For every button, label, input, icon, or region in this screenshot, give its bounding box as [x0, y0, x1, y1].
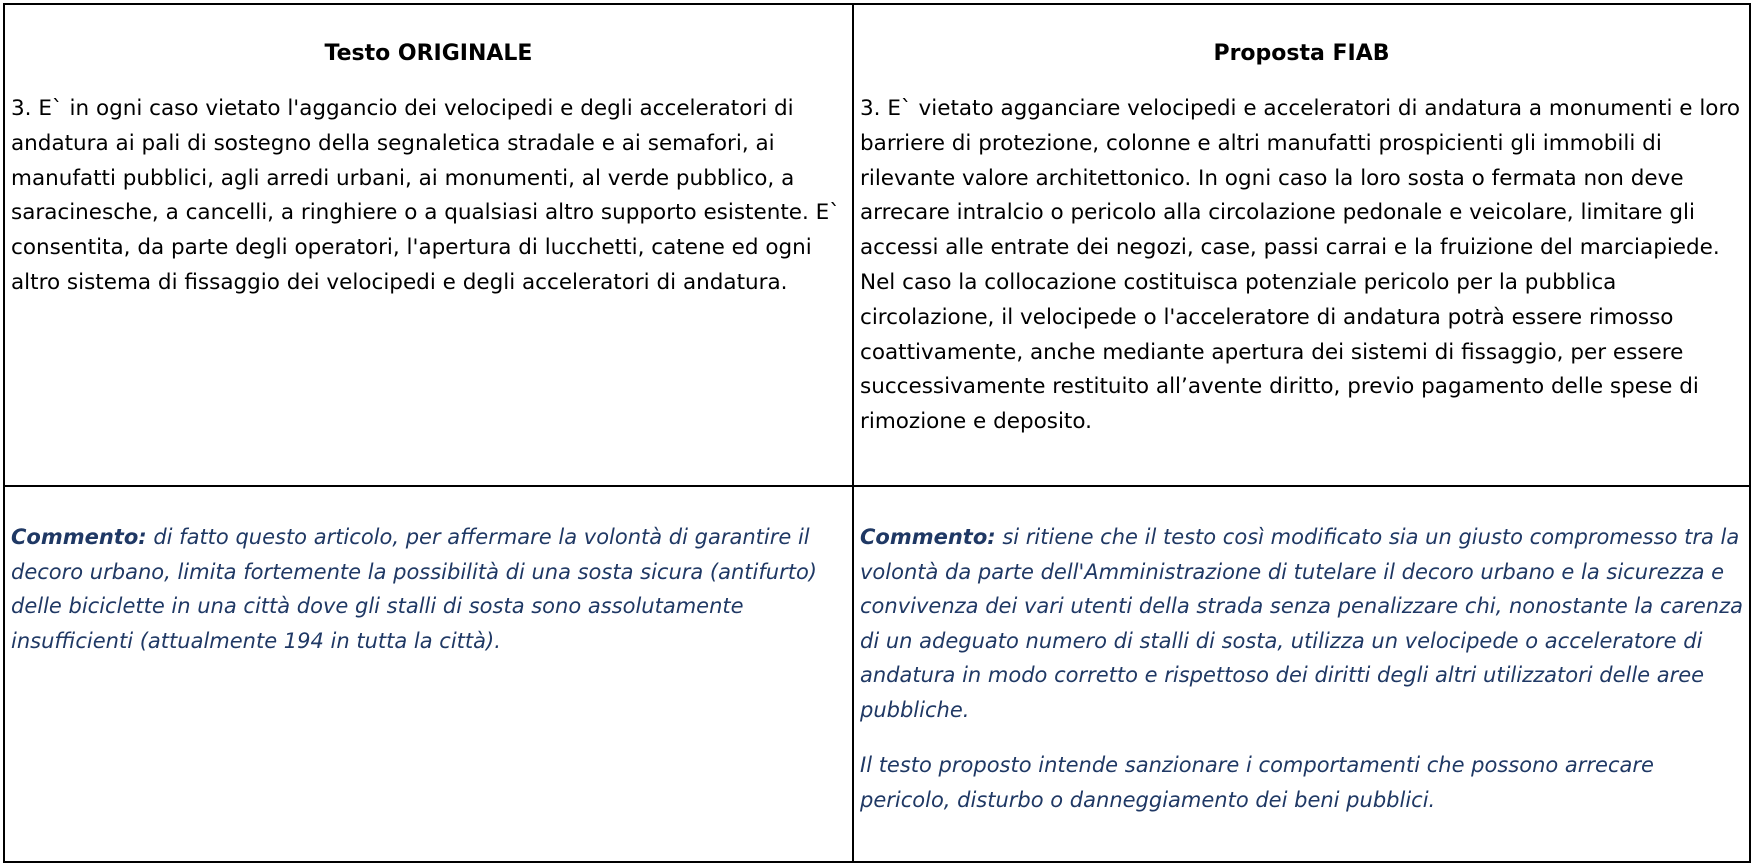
original-text: 3. E` in ogni caso vietato l'aggancio dei velocipedi e degli acceleratori di andatura ai pali di sostegno della segnaletica stradale e ai semafori, ai manufatti pubblici, agli arredi urbani, ai monumenti, al verde pubblico, a saracinesche, a cancelli, a ringhiere o a qualsiasi altro supporto esistente. E` consentita, da parte degli operatori, l'apertura di lucchetti, catene ed ogni altro sistema di fissaggio dei velocipedi e degli acceleratori di andatura. [11, 96, 840, 295]
proposal-comment-label: Commento: [860, 525, 996, 549]
original-comment-cell [5, 487, 854, 861]
comparison-table [3, 3, 1751, 863]
proposal-header: Proposta FIAB [1213, 41, 1390, 66]
proposal-text: 3. E` vietato agganciare velocipedi e acceleratori di andatura a monumenti e loro barriere di protezione, colonne e altri manufatti prospicienti gli immobili di rilevante valore architettonico. In ogni caso la loro sosta o fermata non deve arrecare intralcio o pericolo alla circolazione pedonale e veicolare, limitare gli accessi alle entrate dei negozi, case, passi carrai e la fruizione del marciapiede. Nel caso la collocazione costituisca potenziale pericolo per la pubblica circolazione, il velocipede o l'acceleratore di andatura potrà essere rimosso coattivamente, anche mediante apertura dei sistemi di fissaggio, per essere successivamente restituito all’avente diritto, previo pagamento delle spese di rimozione e deposito. [860, 96, 1740, 435]
proposal-text-cell [854, 5, 1749, 487]
proposal-comment-text: si ritiene che il testo così modificato sia un giusto compromesso tra la volontà da parte dell'Amministrazione di tutelare il decoro urbano e la sicurezza e convivenza dei vari utenti della strada senza penalizzare chi, nonostante la carenza di un adeguato numero di stalli di sosta, utilizza un velocipede o acceleratore di andatura in modo corretto e rispettoso dei diritti degli altri utilizzatori delle aree pubbliche. [860, 525, 1743, 722]
original-comment-text: di fatto questo articolo, per affermare la volontà di garantire il decoro urbano, limita fortemente la possibilità di una sosta sicura (antifurto) delle biciclette in una città dove gli stalli di sosta sono assolutamente insufficienti (attualmente 194 in tutta la città). [11, 525, 817, 653]
original-header: Testo ORIGINALE [324, 41, 533, 66]
proposal-comment [860, 520, 1743, 727]
original-text-cell [5, 5, 854, 487]
original-comment-label: Commento: [11, 525, 147, 549]
proposal-comment-cell [854, 487, 1749, 861]
original-comment [11, 520, 846, 658]
proposal-comment-extra: Il testo proposto intende sanzionare i comportamenti che possono arrecare pericolo, disturbo o danneggiamento dei beni pubblici. [860, 753, 1654, 812]
